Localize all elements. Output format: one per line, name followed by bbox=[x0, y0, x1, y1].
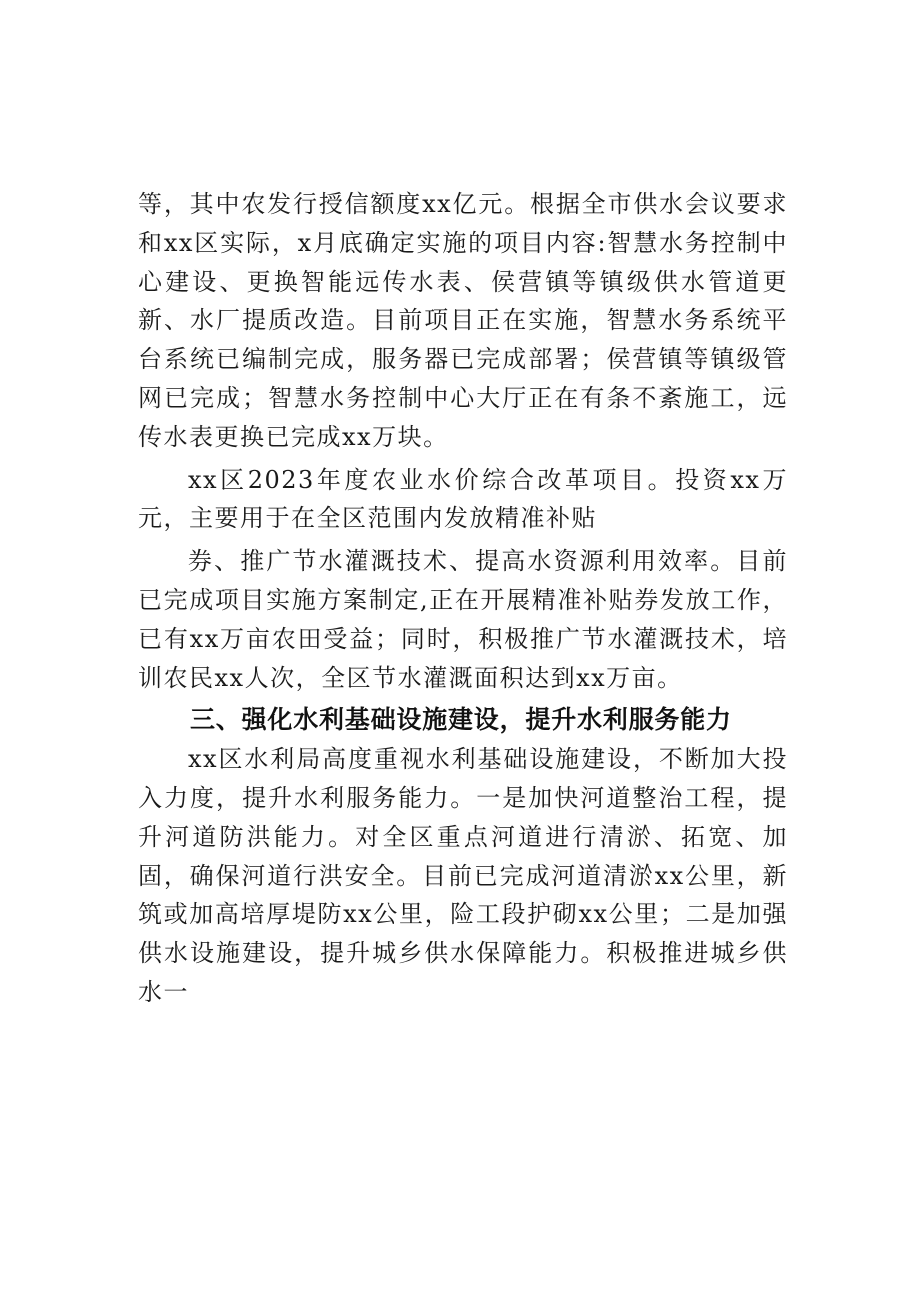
paragraph-continuation: 等，其中农发行授信额度xx亿元。根据全市供水会议要求和xx区实际，x月底确定实施的项目内容:智慧水务控制中心建设、更换智能远传水表、侯营镇等镇级供水管道更新、水厂提质改造。目前项目正在实施，智慧水务系统平台系统已编制完成，服务器已完成部署；侯营镇等镇级管网已完成；智慧水务控制中心大厅正在有条不紊施工，远传水表更换已完成xx万块。 bbox=[138, 190, 788, 451]
document-body bbox=[138, 185, 788, 1012]
paragraph-subsidy-progress: 券、推广节水灌溉技术、提高水资源利用效率。目前已完成项目实施方案制定,正在开展精准补贴券发放工作，已有xx万亩农田受益；同时，积极推广节水灌溉技术，培训农民xx人次，全区节水灌溉面积达到xx万亩。 bbox=[138, 547, 788, 692]
section-heading: 三、强化水利基础设施建设，提升水利服务能力 bbox=[190, 705, 732, 735]
paragraph-water-price-reform: xx区2023年度农业水价综合改革项目。投资xx万元，主要用于在全区范围内发放精准补贴 bbox=[138, 465, 788, 533]
paragraph-infrastructure: xx区水利局高度重视水利基础设施建设，不断加大投入力度，提升水利服务能力。一是加快河道整治工程，提升河道防洪能力。对全区重点河道进行清淤、拓宽、加固，确保河道行洪安全。目前已完成河道清淤xx公里，新筑或加高培厚堤防xx公里，险工段护砌xx公里；二是加强供水设施建设，提升城乡供水保障能力。积极推进城乡供水一 bbox=[138, 745, 788, 1006]
